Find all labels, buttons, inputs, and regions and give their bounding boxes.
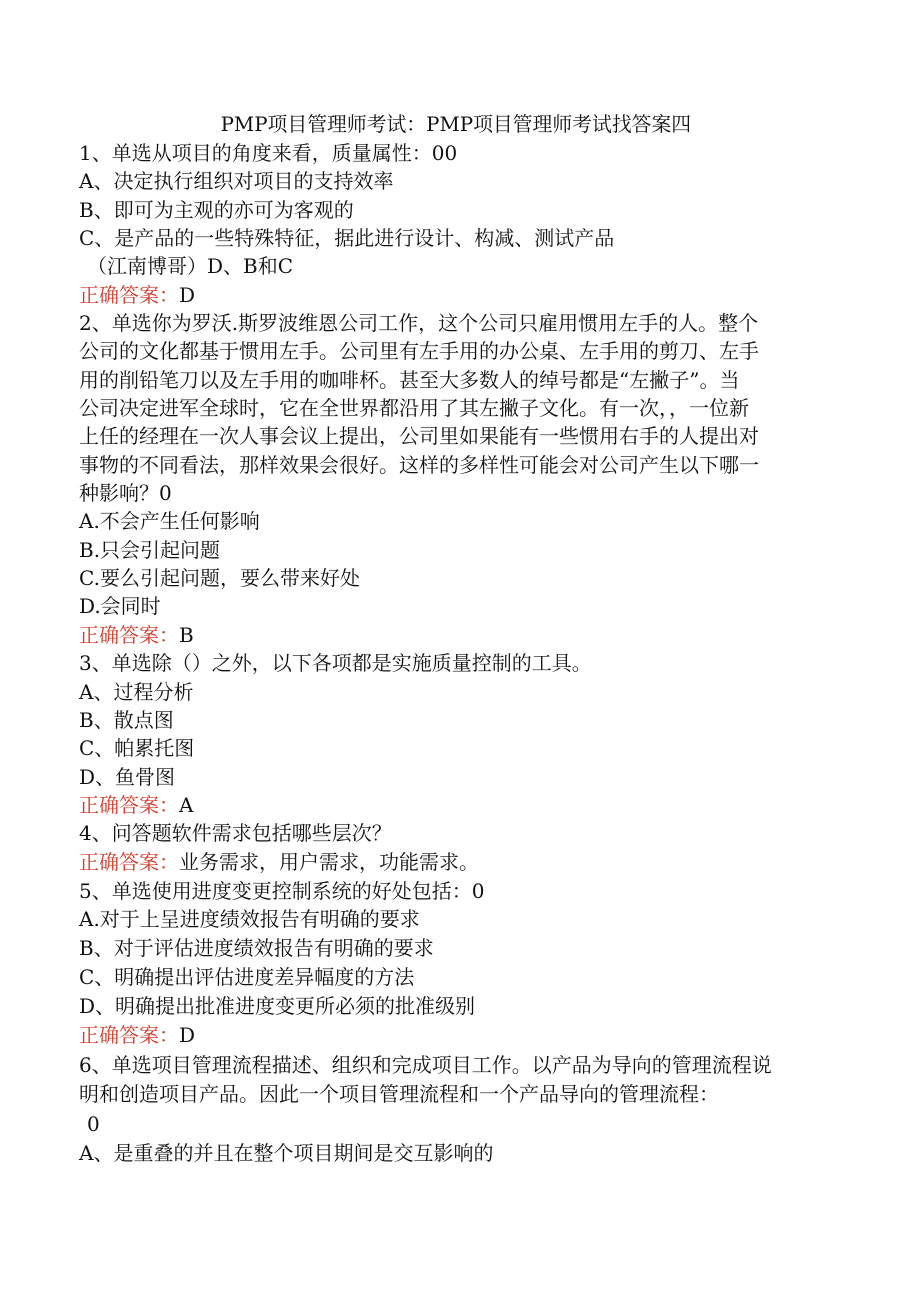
q5-option-c: C、明确提出评估进度差异幅度的方法: [79, 965, 415, 989]
q2-option-c: C.要么引起问题，要么带来好处: [79, 566, 360, 590]
q4-answer-value: 业务需求，用户需求，功能需求。: [179, 850, 479, 874]
q2-option-d: D.会同时: [79, 594, 161, 618]
q2-stem-line-5: 上任的经理在一次人事会议上提出，公司里如果能有一些惯用右手的人提出对: [79, 424, 759, 448]
q2-stem-line-1: 2、单选你为罗沃.斯罗波维恩公司工作，这个公司只雇用惯用左手的人。整个: [79, 311, 759, 335]
q6-stem-line-2: 明和创造项目产品。因此一个项目管理流程和一个产品导向的管理流程：: [79, 1082, 719, 1106]
answer-label: 正确答案：: [79, 793, 179, 817]
answer-label: 正确答案：: [79, 283, 179, 307]
answer-label: 正确答案：: [79, 623, 179, 647]
q1-answer: [79, 281, 195, 309]
q2-stem-line-2: 公司的文化都基于惯用左手。公司里有左手用的办公桌、左手用的剪刀、左手: [79, 339, 759, 363]
q1-stem: 1、单选从项目的角度来看，质量属性：00: [79, 141, 458, 165]
q3-option-d: D、鱼骨图: [79, 765, 176, 789]
q3-option-b: B、散点图: [79, 708, 174, 732]
q4-stem: 4、问答题软件需求包括哪些层次？: [79, 821, 392, 845]
q2-stem-line-7: 种影响？0: [79, 481, 172, 505]
q6-stem-line-3: 0: [87, 1112, 100, 1136]
q5-answer: [79, 1021, 195, 1049]
q5-option-d: D、明确提出批准进度变更所必须的批准级别: [79, 994, 476, 1018]
q3-answer: [79, 791, 193, 819]
q6-stem-line-1: 6、单选项目管理流程描述、组织和完成项目工作。以产品为导向的管理流程说: [79, 1053, 772, 1077]
q5-stem: 5、单选使用进度变更控制系统的好处包括：0: [79, 879, 485, 903]
q1-option-b: B、即可为主观的亦可为客观的: [79, 198, 354, 222]
q2-stem-line-3: 用的削铅笔刀以及左手用的咖啡杯。甚至大多数人的绰号都是“左撇子”。当: [79, 368, 740, 392]
q5-answer-value: D: [179, 1023, 196, 1047]
page-title: PMP项目管理师考试：PMP项目管理师考试找答案四: [220, 112, 692, 136]
q6-option-a: A、是重叠的并且在整个项目期间是交互影响的: [79, 1141, 494, 1165]
q2-stem-line-4: 公司决定进军全球时，它在全世界都沿用了其左撇子文化。有一次，，一位新: [79, 396, 749, 420]
q3-answer-value: A: [179, 793, 194, 817]
q2-option-a: A.不会产生任何影响: [79, 509, 260, 533]
q2-stem-line-6: 事物的不同看法，那样效果会很好。这样的多样性可能会对公司产生以下哪一: [79, 453, 759, 477]
q1-option-d: （江南博哥）D、B和C: [87, 254, 294, 278]
q5-option-a: A.对于上呈进度绩效报告有明确的要求: [79, 907, 420, 931]
q1-option-a: A、决定执行组织对项目的支持效率: [79, 169, 394, 193]
answer-label: 正确答案：: [79, 850, 179, 874]
q2-answer-value: B: [179, 623, 194, 647]
q3-option-a: A、过程分析: [79, 680, 194, 704]
q2-answer: [79, 621, 194, 649]
q3-stem: 3、单选除（）之外，以下各项都是实施质量控制的工具。: [79, 651, 592, 675]
q4-answer: [79, 848, 479, 876]
q1-option-c: C、是产品的一些特殊特征，据此进行设计、构减、测试产品: [79, 226, 615, 250]
q5-option-b: B、对于评估进度绩效报告有明确的要求: [79, 936, 434, 960]
q3-option-c: C、帕累托图: [79, 736, 195, 760]
q1-answer-value: D: [179, 283, 196, 307]
q2-option-b: B.只会引起问题: [79, 538, 221, 562]
answer-label: 正确答案：: [79, 1023, 179, 1047]
